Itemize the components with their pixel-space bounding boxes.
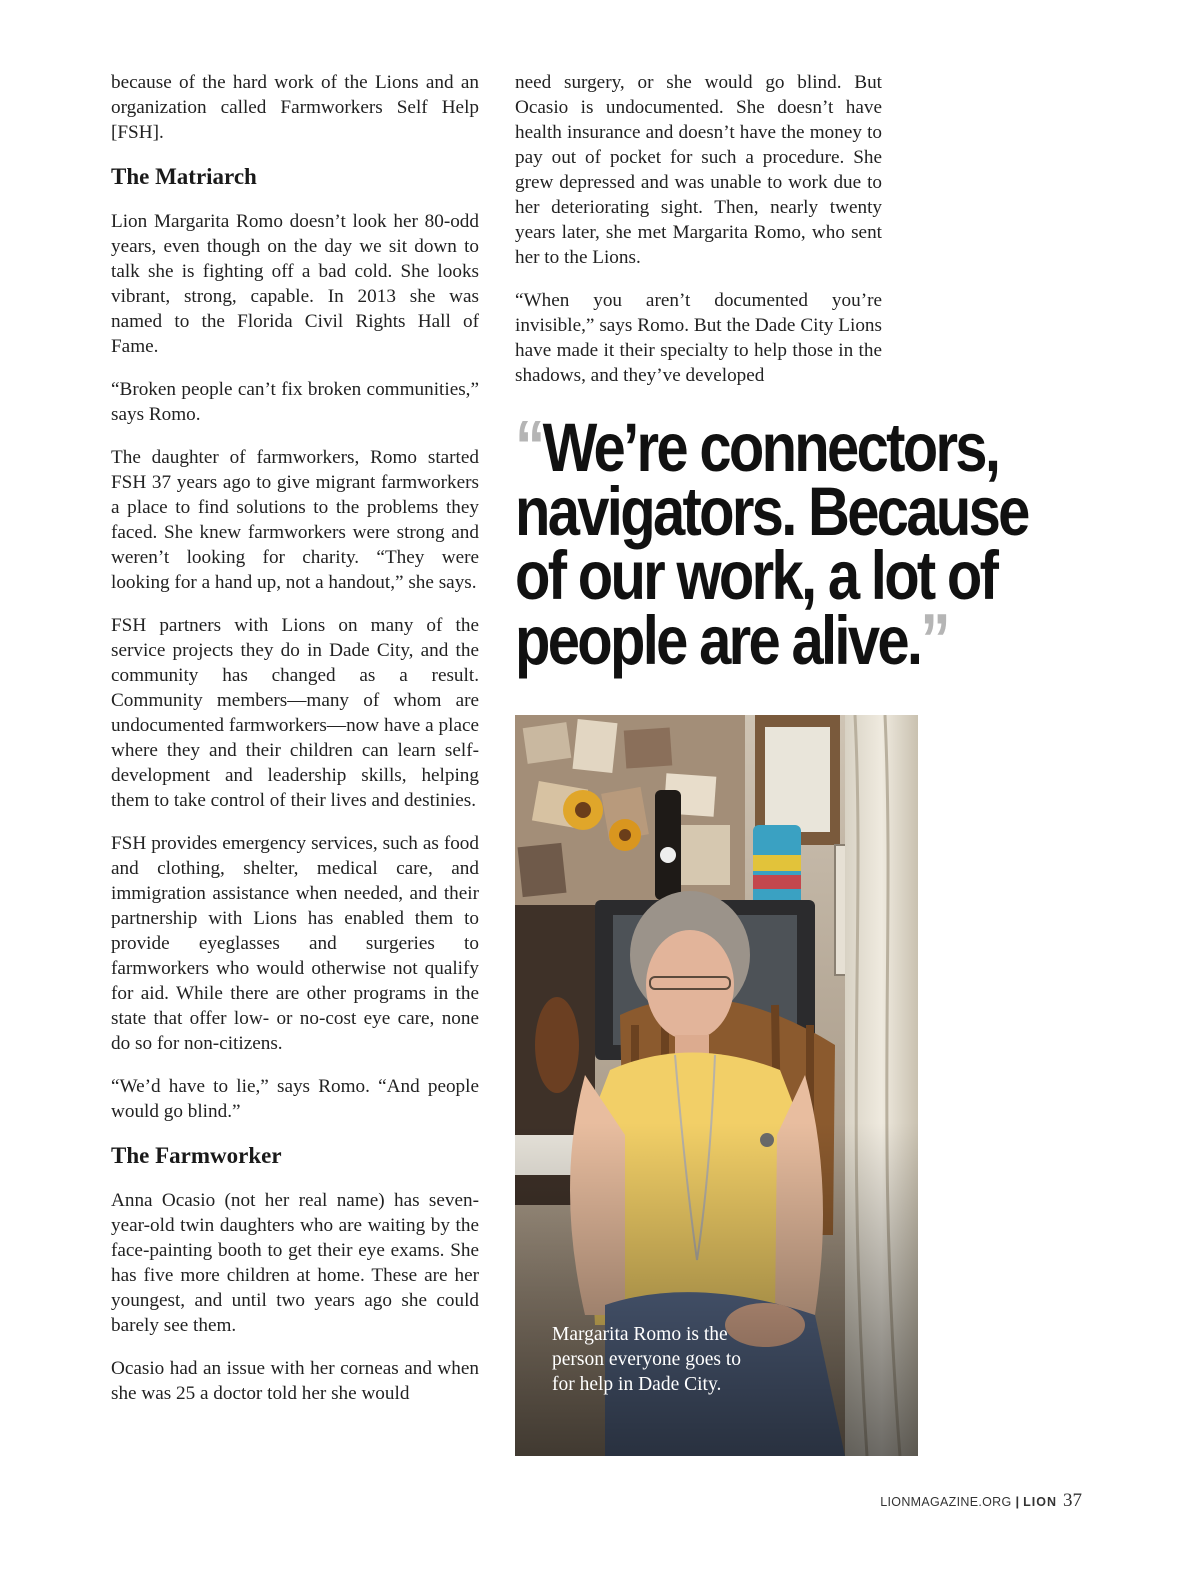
pull-quote-line: people are alive.” bbox=[515, 600, 948, 680]
paragraph: “When you aren’t documented you’re invisible,” says Romo. But the Dade City Lions have made it their specialty to help those in the shadows, and they’ve developed bbox=[515, 290, 882, 386]
footer-site-link[interactable]: LIONMAGAZINE.ORG bbox=[880, 1495, 1012, 1509]
photo-caption: Margarita Romo is the person everyone goes to for help in Dade City. bbox=[552, 1324, 741, 1395]
paragraph: Lion Margarita Romo doesn’t look her 80-odd years, even though on the day we sit down to talk she is fighting off a bad cold. She looks vibrant, strong, capable. In 2013 she was named to the Florida Civil Rights Hall of Fame. bbox=[111, 211, 479, 357]
page-number: 37 bbox=[1063, 1490, 1082, 1511]
paragraph: FSH provides emergency services, such as food and clothing, shelter, medical care, and immigration assistance when needed, and their partnership with Lions has enabled them to provide eyeglasses and surgeries to farmworkers who would otherwise not qualify for aid. While there are other programs in the state that offer low- or no-cost eye care, none do so for non-citizens. bbox=[111, 833, 479, 1054]
footer-magazine-name: LION bbox=[1023, 1495, 1057, 1509]
section-heading-matriarch: The Matriarch bbox=[111, 164, 257, 189]
paragraph: because of the hard work of the Lions and an organization called Farmworkers Self Help [FSH]. bbox=[111, 72, 479, 143]
paragraph: “Broken people can’t fix broken communities,” says Romo. bbox=[111, 379, 479, 425]
paragraph: Ocasio had an issue with her corneas and when she was 25 a doctor told her she would bbox=[111, 1358, 479, 1404]
section-heading-farmworker: The Farmworker bbox=[111, 1143, 282, 1168]
footer-separator: | bbox=[1015, 1494, 1020, 1509]
pull-quote-line: navigators. Because bbox=[515, 473, 1028, 550]
paragraph: need surgery, or she would go blind. But Ocasio is undocumented. She doesn’t have health insurance and doesn’t have the money to pay out of pocket for such a procedure. She grew depressed and was unable to work due to her deteriorating sight. Then, nearly twenty years later, she met Margarita Romo, who sent her to the Lions. bbox=[515, 72, 882, 268]
right-column bbox=[515, 70, 882, 406]
paragraph: FSH partners with Lions on many of the service projects they do in Dade City, and the community has changed as a result. Community members—many of whom are undocumented farmworkers—now have a place where they and their children can learn self-development and leadership skills, helping them to take control of their lives and destinies. bbox=[111, 615, 479, 811]
page-footer bbox=[880, 1490, 1082, 1512]
open-quote-mark: “ bbox=[515, 407, 543, 487]
paragraph: The daughter of farmworkers, Romo started FSH 37 years ago to give migrant farmworkers a place to find solutions to the problems they faced. She knew farmworkers were strong and weren’t looking for charity. “They were looking for a hand up, not a handout,” she says. bbox=[111, 447, 479, 593]
paragraph: Anna Ocasio (not her real name) has seven-year-old twin daughters who are waiting by the face-painting booth to get their eye exams. She has five more children at home. These are her youngest, and until two years ago she could barely see them. bbox=[111, 1190, 479, 1336]
portrait-photo bbox=[515, 715, 918, 1456]
pull-quote-line: “We’re connectors, bbox=[515, 407, 999, 487]
pull-quote bbox=[515, 407, 1028, 680]
pull-quote-line: of our work, a lot of bbox=[515, 537, 997, 614]
left-column bbox=[111, 70, 479, 1424]
paragraph: “We’d have to lie,” says Romo. “And people would go blind.” bbox=[111, 1076, 479, 1122]
close-quote-mark: ” bbox=[920, 600, 948, 680]
